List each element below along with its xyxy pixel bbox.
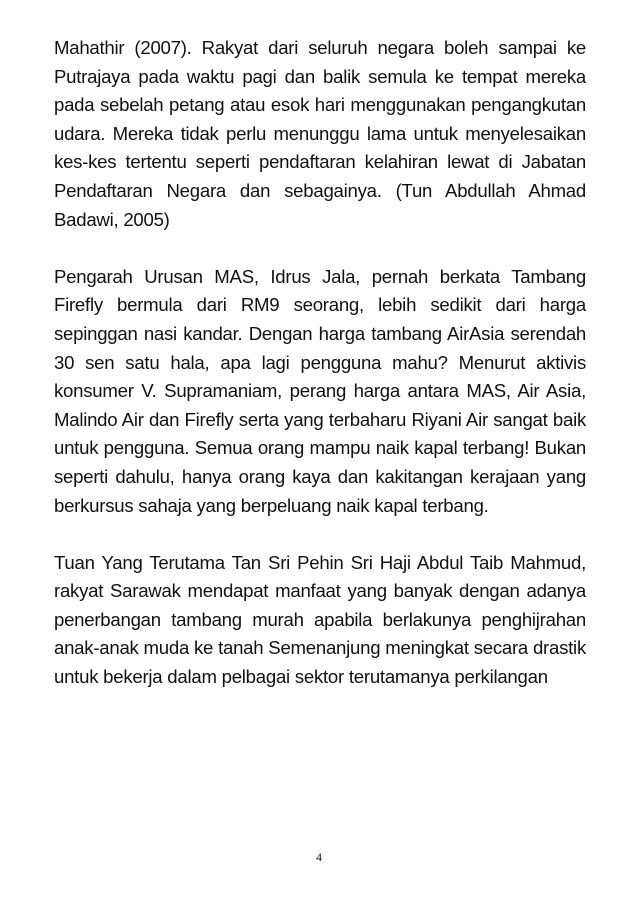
paragraph-3: Tuan Yang Terutama Tan Sri Pehin Sri Haji Abdul Taib Mahmud, rakyat Sarawak mendapat manfaat yang banyak dengan adanya penerbangan tambang murah apabila berlakunya penghijrahan anak-anak muda ke tanah Semenanjung meningkat secara drastik untuk bekerja dalam pelbagai sektor terutamanya perkilangan xyxy=(54,551,586,688)
page-number: 4 xyxy=(316,850,322,864)
body-text xyxy=(54,34,586,720)
paragraph-1: Mahathir (2007). Rakyat dari seluruh negara boleh sampai ke Putrajaya pada waktu pagi dan balik semula ke tempat mereka pada sebelah petang atau esok hari menggunakan pengangkutan udara. Mereka tidak perlu menunggu lama untuk menyelesaikan kes-kes tertentu seperti pendaftaran kelahiran lewat di Jabatan Pendaftaran Negara dan sebagainya. (Tun Abdullah Ahmad Badawi, 2005) xyxy=(54,37,586,230)
paragraph-2: Pengarah Urusan MAS, Idrus Jala, pernah berkata Tambang Firefly bermula dari RM9 seorang, lebih sedikit dari harga sepinggan nasi kandar. Dengan harga tambang AirAsia serendah 30 sen satu hala, apa lagi pengguna mahu? Menurut aktivis konsumer V. Supramaniam, perang harga antara MAS, Air Asia, Malindo Air dan Firefly serta yang terbaharu Riyani Air sangat baik untuk pengguna. Semua orang mampu naik kapal terbang! Bukan seperti dahulu, hanya orang kaya dan kakitangan kerajaan yang berkursus sahaja yang berpeluang naik kapal terbang. xyxy=(54,265,586,516)
